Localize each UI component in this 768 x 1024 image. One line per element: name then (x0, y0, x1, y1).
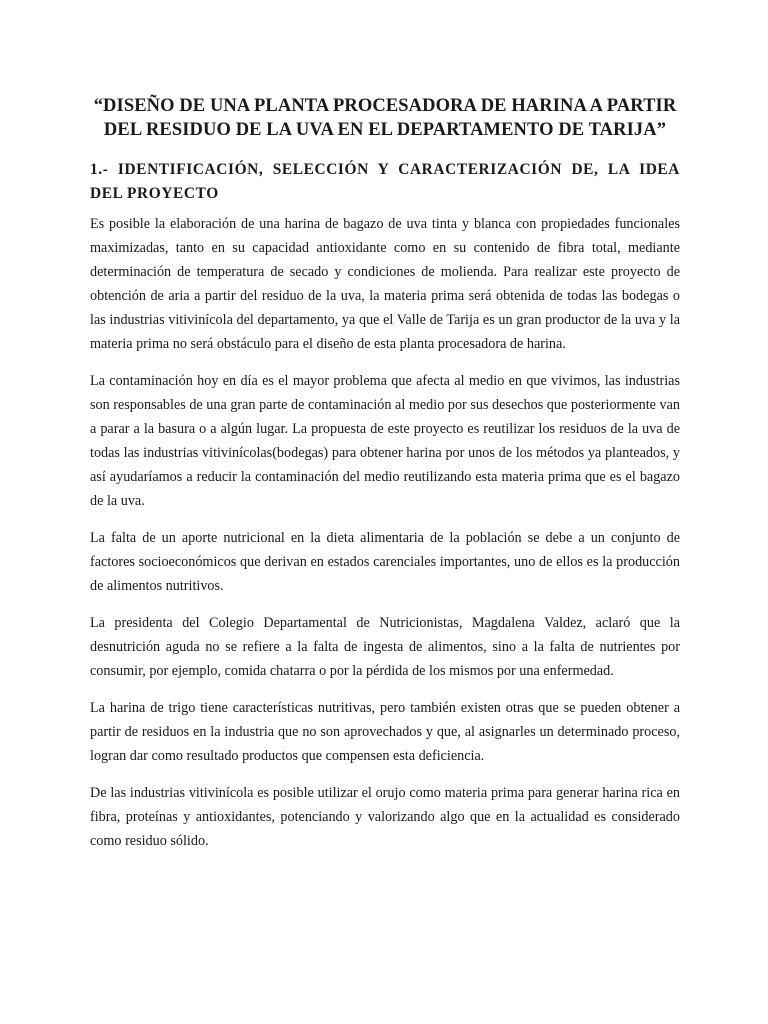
paragraph-2: La contaminación hoy en día es el mayor problema que afecta al medio en que vivimos, las industrias son responsables de una gran parte de contaminación al medio por sus desechos que posteriormente van a parar a la basura o a algún lugar. La propuesta de este proyecto es reutilizar los residuos de la uva de todas las industrias vitivinícolas(bodegas) para obtener harina por unos de los métodos ya planteados, y así ayudaríamos a reducir la contaminación del medio reutilizando esta materia prima que es el bagazo de la uva. (90, 373, 680, 509)
paragraph-3: La falta de un aporte nutricional en la dieta alimentaria de la población se debe a un conjunto de factores socioeconómicos que derivan en estados carenciales importantes, uno de ellos es la producción de alimentos nutritivos. (90, 530, 680, 594)
document-title (90, 94, 680, 142)
title-line-1: “DISEÑO DE UNA PLANTA PROCESADORA DE HARINA A PARTIR (93, 96, 677, 116)
paragraph-6: De las industrias vitivinícola es posible utilizar el orujo como materia prima para generar harina rica en fibra, proteínas y antioxidantes, potenciando y valorizando algo que en la actualidad es considerado como residuo sólido. (90, 785, 680, 849)
section-heading: 1.- IDENTIFICACIÓN, SELECCIÓN Y CARACTERIZACIÓN DE, LA IDEA DEL PROYECTO (90, 161, 680, 202)
paragraph-1: Es posible la elaboración de una harina de bagazo de uva tinta y blanca con propiedades funcionales maximizadas, tanto en su capacidad antioxidante como en su contenido de fibra total, mediante determinación de temperatura de secado y condiciones de molienda. Para realizar este proyecto de obtención de aria a partir del residuo de la uva, la materia prima será obtenida de todas las bodegas o las industrias vitivinícola del departamento, ya que el Valle de Tarija es un gran productor de la uva y la materia prima no será obstáculo para el diseño de esta planta procesadora de harina. (90, 216, 680, 352)
paragraph-5: La harina de trigo tiene características nutritivas, pero también existen otras que se pueden obtener a partir de residuos en la industria que no son aprovechados y que, al asignarles un determinado proceso, logran dar como resultado productos que compensen esta deficiencia. (90, 700, 680, 764)
paragraph-4: La presidenta del Colegio Departamental de Nutricionistas, Magdalena Valdez, aclaró que la desnutrición aguda no se refiere a la falta de ingesta de alimentos, sino a la falta de nutrientes por consumir, por ejemplo, comida chatarra o por la pérdida de los mismos por una enfermedad. (90, 615, 680, 679)
title-line-2: DEL RESIDUO DE LA UVA EN EL DEPARTAMENTO DE TARIJA” (103, 120, 667, 140)
